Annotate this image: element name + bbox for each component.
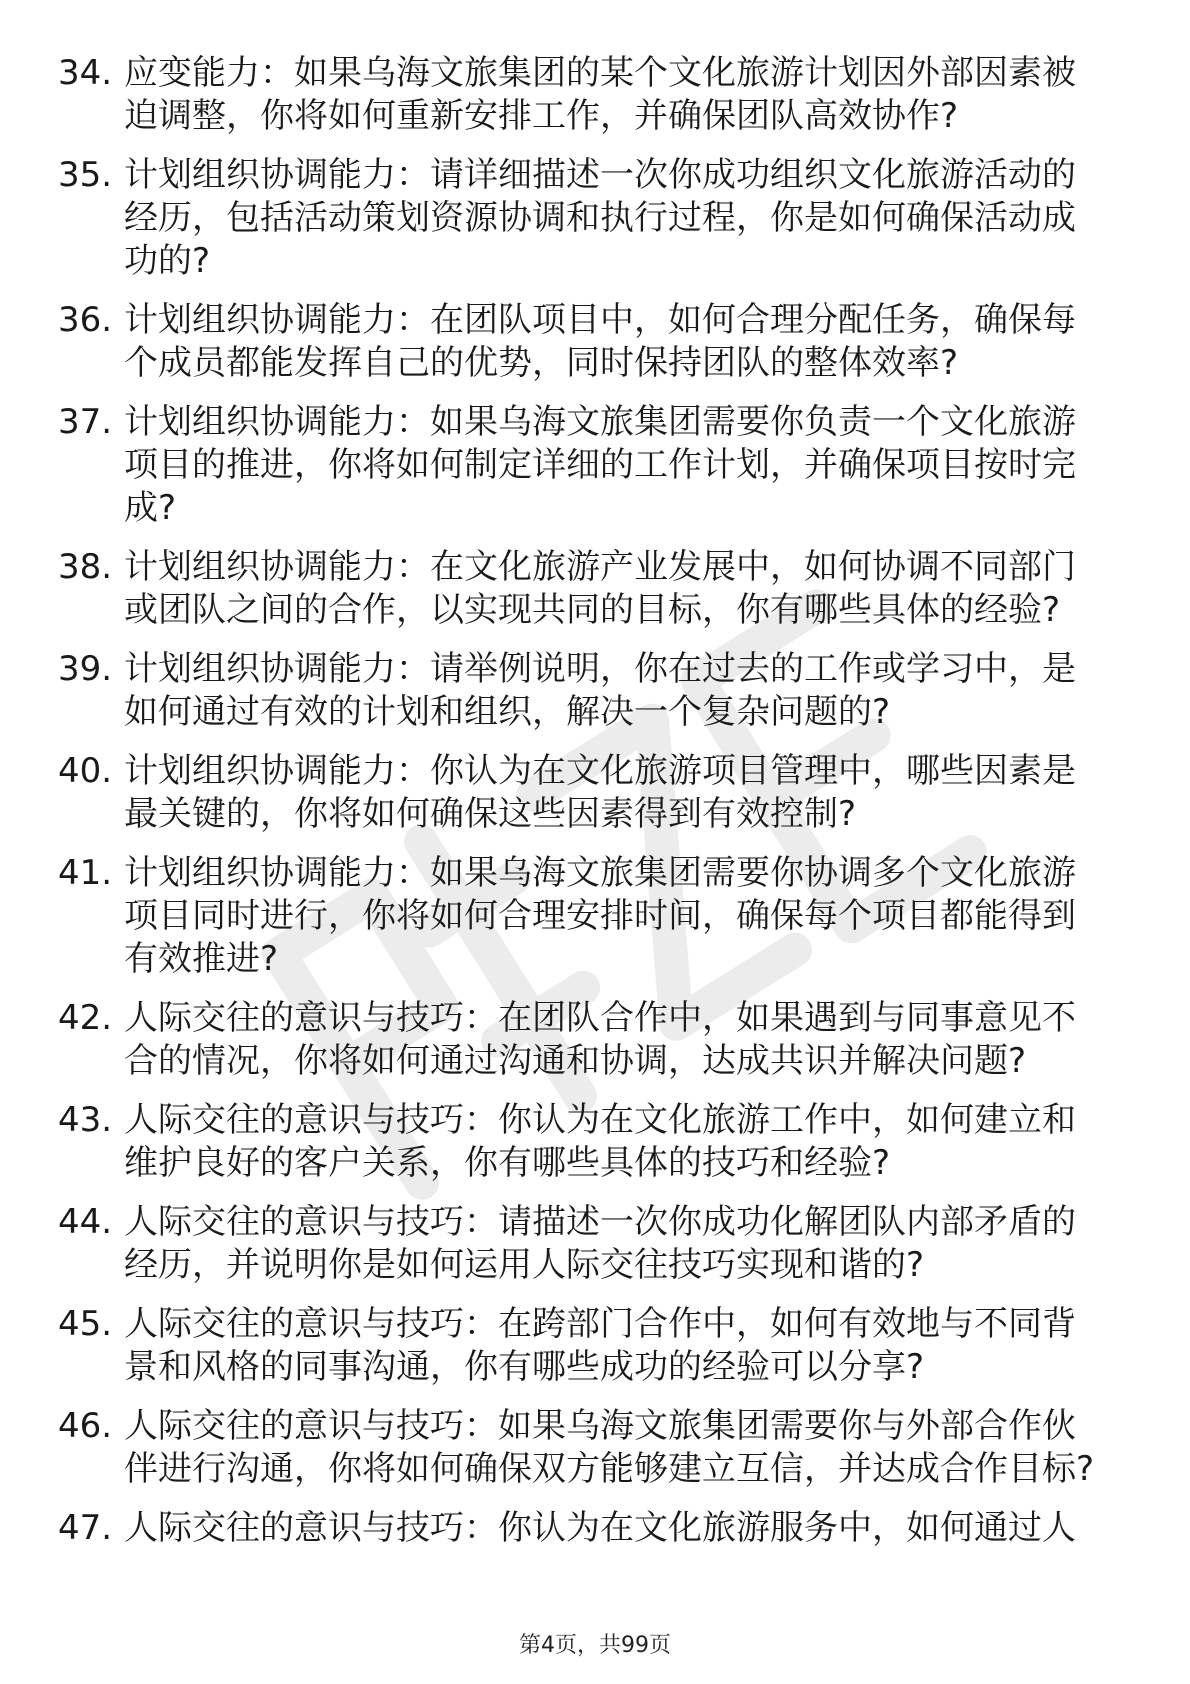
question-item (58, 997, 1108, 1083)
question-number: 46. (58, 1406, 113, 1446)
question-text: 计划组织协调能力：你认为在文化旅游项目管理中，哪些因素是最关键的，你将如何确保这些因素得到有效控制? (124, 751, 1076, 834)
question-item (58, 52, 1108, 138)
question-number: 44. (58, 1202, 113, 1242)
question-text: 人际交往的意识与技巧：你认为在文化旅游服务中，如何通过人 (124, 1508, 1076, 1548)
question-item (58, 299, 1108, 385)
question-number: 36. (58, 300, 113, 340)
question-item (58, 546, 1108, 632)
question-text: 计划组织协调能力：如果乌海文旅集团需要你协调多个文化旅游项目同时进行，你将如何合理安排时间，确保每个项目都能得到有效推进? (124, 853, 1076, 979)
question-item (58, 154, 1108, 283)
question-number: 38. (58, 547, 113, 587)
question-text: 计划组织协调能力：请详细描述一次你成功组织文化旅游活动的经历，包括活动策划资源协调和执行过程，你是如何确保活动成功的? (124, 155, 1076, 281)
question-text: 人际交往的意识与技巧：如果乌海文旅集团需要你与外部合作伙伴进行沟通，你将如何确保双方能够建立互信，并达成合作目标? (124, 1406, 1095, 1489)
question-text: 人际交往的意识与技巧：在跨部门合作中，如何有效地与不同背景和风格的同事沟通，你有哪些成功的经验可以分享? (124, 1304, 1076, 1387)
question-number: 41. (58, 853, 113, 893)
question-item (58, 1303, 1108, 1389)
question-item (58, 1201, 1108, 1287)
question-text: 人际交往的意识与技巧：在团队合作中，如果遇到与同事意见不合的情况，你将如何通过沟通和协调，达成共识并解决问题? (124, 998, 1076, 1081)
question-list (58, 52, 1108, 1566)
question-text: 人际交往的意识与技巧：你认为在文化旅游工作中，如何建立和维护良好的客户关系，你有哪些具体的技巧和经验? (124, 1100, 1076, 1183)
question-item (58, 648, 1108, 734)
question-text: 计划组织协调能力：在团队项目中，如何合理分配任务，确保每个成员都能发挥自己的优势，同时保持团队的整体效率? (124, 300, 1076, 383)
question-number: 37. (58, 402, 113, 442)
question-number: 43. (58, 1100, 113, 1140)
question-item (58, 401, 1108, 530)
question-item (58, 852, 1108, 981)
question-number: 34. (58, 53, 113, 93)
question-text: 应变能力：如果乌海文旅集团的某个文化旅游计划因外部因素被迫调整，你将如何重新安排工作，并确保团队高效协作? (124, 53, 1076, 136)
question-number: 45. (58, 1304, 113, 1344)
question-text: 人际交往的意识与技巧：请描述一次你成功化解团队内部矛盾的经历，并说明你是如何运用人际交往技巧实现和谐的? (124, 1202, 1076, 1285)
question-item (58, 1405, 1108, 1491)
question-number: 39. (58, 649, 113, 689)
question-number: 47. (58, 1508, 113, 1548)
page-number-footer: 第4页，共99页 (519, 1633, 671, 1658)
question-number: 35. (58, 155, 113, 195)
question-item (58, 1507, 1108, 1550)
question-number: 42. (58, 998, 113, 1038)
question-item (58, 1099, 1108, 1185)
question-text: 计划组织协调能力：在文化旅游产业发展中，如何协调不同部门或团队之间的合作，以实现共同的目标，你有哪些具体的经验? (124, 547, 1076, 630)
question-item (58, 750, 1108, 836)
question-number: 40. (58, 751, 113, 791)
question-text: 计划组织协调能力：请举例说明，你在过去的工作或学习中，是如何通过有效的计划和组织，解决一个复杂问题的? (124, 649, 1076, 732)
question-text: 计划组织协调能力：如果乌海文旅集团需要你负责一个文化旅游项目的推进，你将如何制定详细的工作计划，并确保项目按时完成? (124, 402, 1076, 528)
